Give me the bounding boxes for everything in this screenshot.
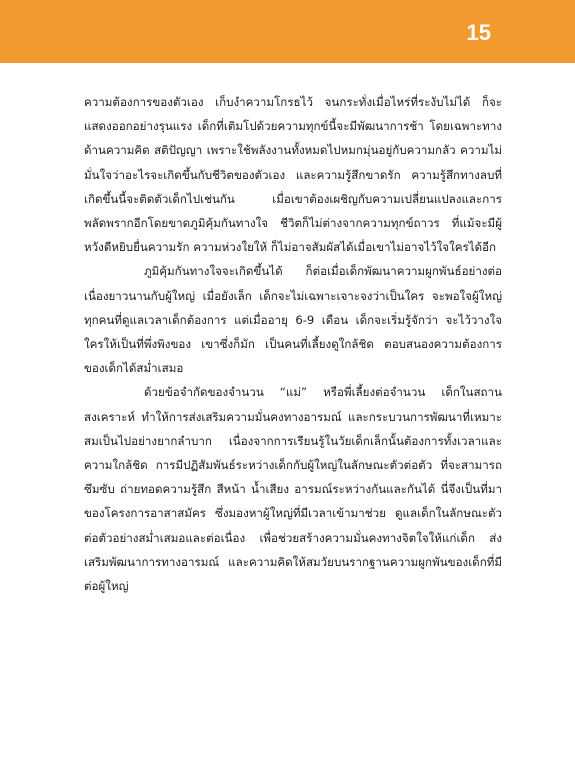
header-bar — [0, 0, 575, 63]
paragraph-3: ด้วยข้อจำกัดของจำนวน “แม่” หรือพี่เลี้ยงต่อจำนวน เด็กในสถานสงเคราะห์ ทำให้การส่งเสริมความมั่นคงทางอารมณ์ และกระบวนการพัฒนาที่เหมาะสมเป็นไปอย่างยากลำบาก เนื่องจากการเรียนรู้ในวัยเด็กเล็กนั้นต้องการทั้งเวลาและความใกล้ชิด การมีปฏิสัมพันธ์ระหว่างเด็กกับผู้ใหญ่ในลักษณะตัวต่อตัว ที่จะสามารถซึมซับ ถ่ายทอดความรู้สึก สีหน้า น้ำเสียง อารมณ์ระหว่างกันและกันได้ นี่จึงเป็นที่มาของโครงการอาสาสมัคร ซึ่งมองหาผู้ใหญ่ที่มีเวลาเข้ามาช่วย ดูแลเด็กในลักษณะตัวต่อตัวอย่างสม่ำเสมอและต่อเนื่อง เพื่อช่วยสร้างความมั่นคงทางจิตใจให้แก่เด็ก ส่งเสริมพัฒนาการทางอารมณ์ และความคิดให้สมวัยบนรากฐานความผูกพันของเด็กที่มีต่อผู้ใหญ่ — [84, 385, 502, 594]
paragraph-2: ภูมิคุ้มกันทางใจจะเกิดขึ้นได้ ก็ต่อเมื่อเด็กพัฒนาความผูกพันธ์อย่างต่อเนื่องยาวนานกับผู้ใหญ่ เมื่อยังเล็ก เด็กจะไม่เฉพาะเจาะจงว่าเป็นใคร จะพอใจผู้ใหญ่ทุกคนที่ดูแลเวลาเด็กต้องการ แต่เมื่ออายุ 6-9 เดือน เด็กจะเริ่มรู้จักว่า จะไว้วางใจใครให้เป็นที่พึ่งพิงของ เขาซึ่งก็มัก เป็นคนที่เลี้ยงดูใกล้ชิด ตอบสนองความต้องการของเด็กได้สม่ำเสมอ — [84, 264, 502, 376]
paragraph-1: ความต้องการของตัวเอง เก็บงำความโกรธไว้ จนกระทั่งเมื่อไหร่ที่ระงับไม่ได้ ก็จะแสดงออกอย่างรุนแรง เด็กที่เติมโปด้วยความทุกข์นี้จะมีพัฒนาการช้า โดยเฉพาะทางด้านความคิด สติปัญญา เพราะใช้พลังงานทั้งหมดไปหมกมุ่นอยู่กับความกลัว ความไม่มั่นใจว่าอะไรจะเกิดขึ้นกับชีวิตของตัวเอง และความรู้สึกขาดรัก ความรู้สึกทางลบที่เกิดขึ้นนี้จะติดตัวเด็กไปเช่นกัน เมื่อเขาต้องเผชิญกับความเปลี่ยนแปลงและการพลัดพรากอีกโดยขาดภูมิคุ้มกันทางใจ ชีวิตก็ไม่ต่างจากความทุกข์ถาวร ที่แม้จะมีผู้หวังดีหยิบยื่นความรัก ความห่วงใยให้ ก็ไม่อาจสัมผัสได้เมื่อเขาไม่อาจไว้ใจใครได้อีก — [84, 95, 502, 255]
page-number: 15 — [466, 20, 491, 45]
body-text — [84, 90, 502, 598]
